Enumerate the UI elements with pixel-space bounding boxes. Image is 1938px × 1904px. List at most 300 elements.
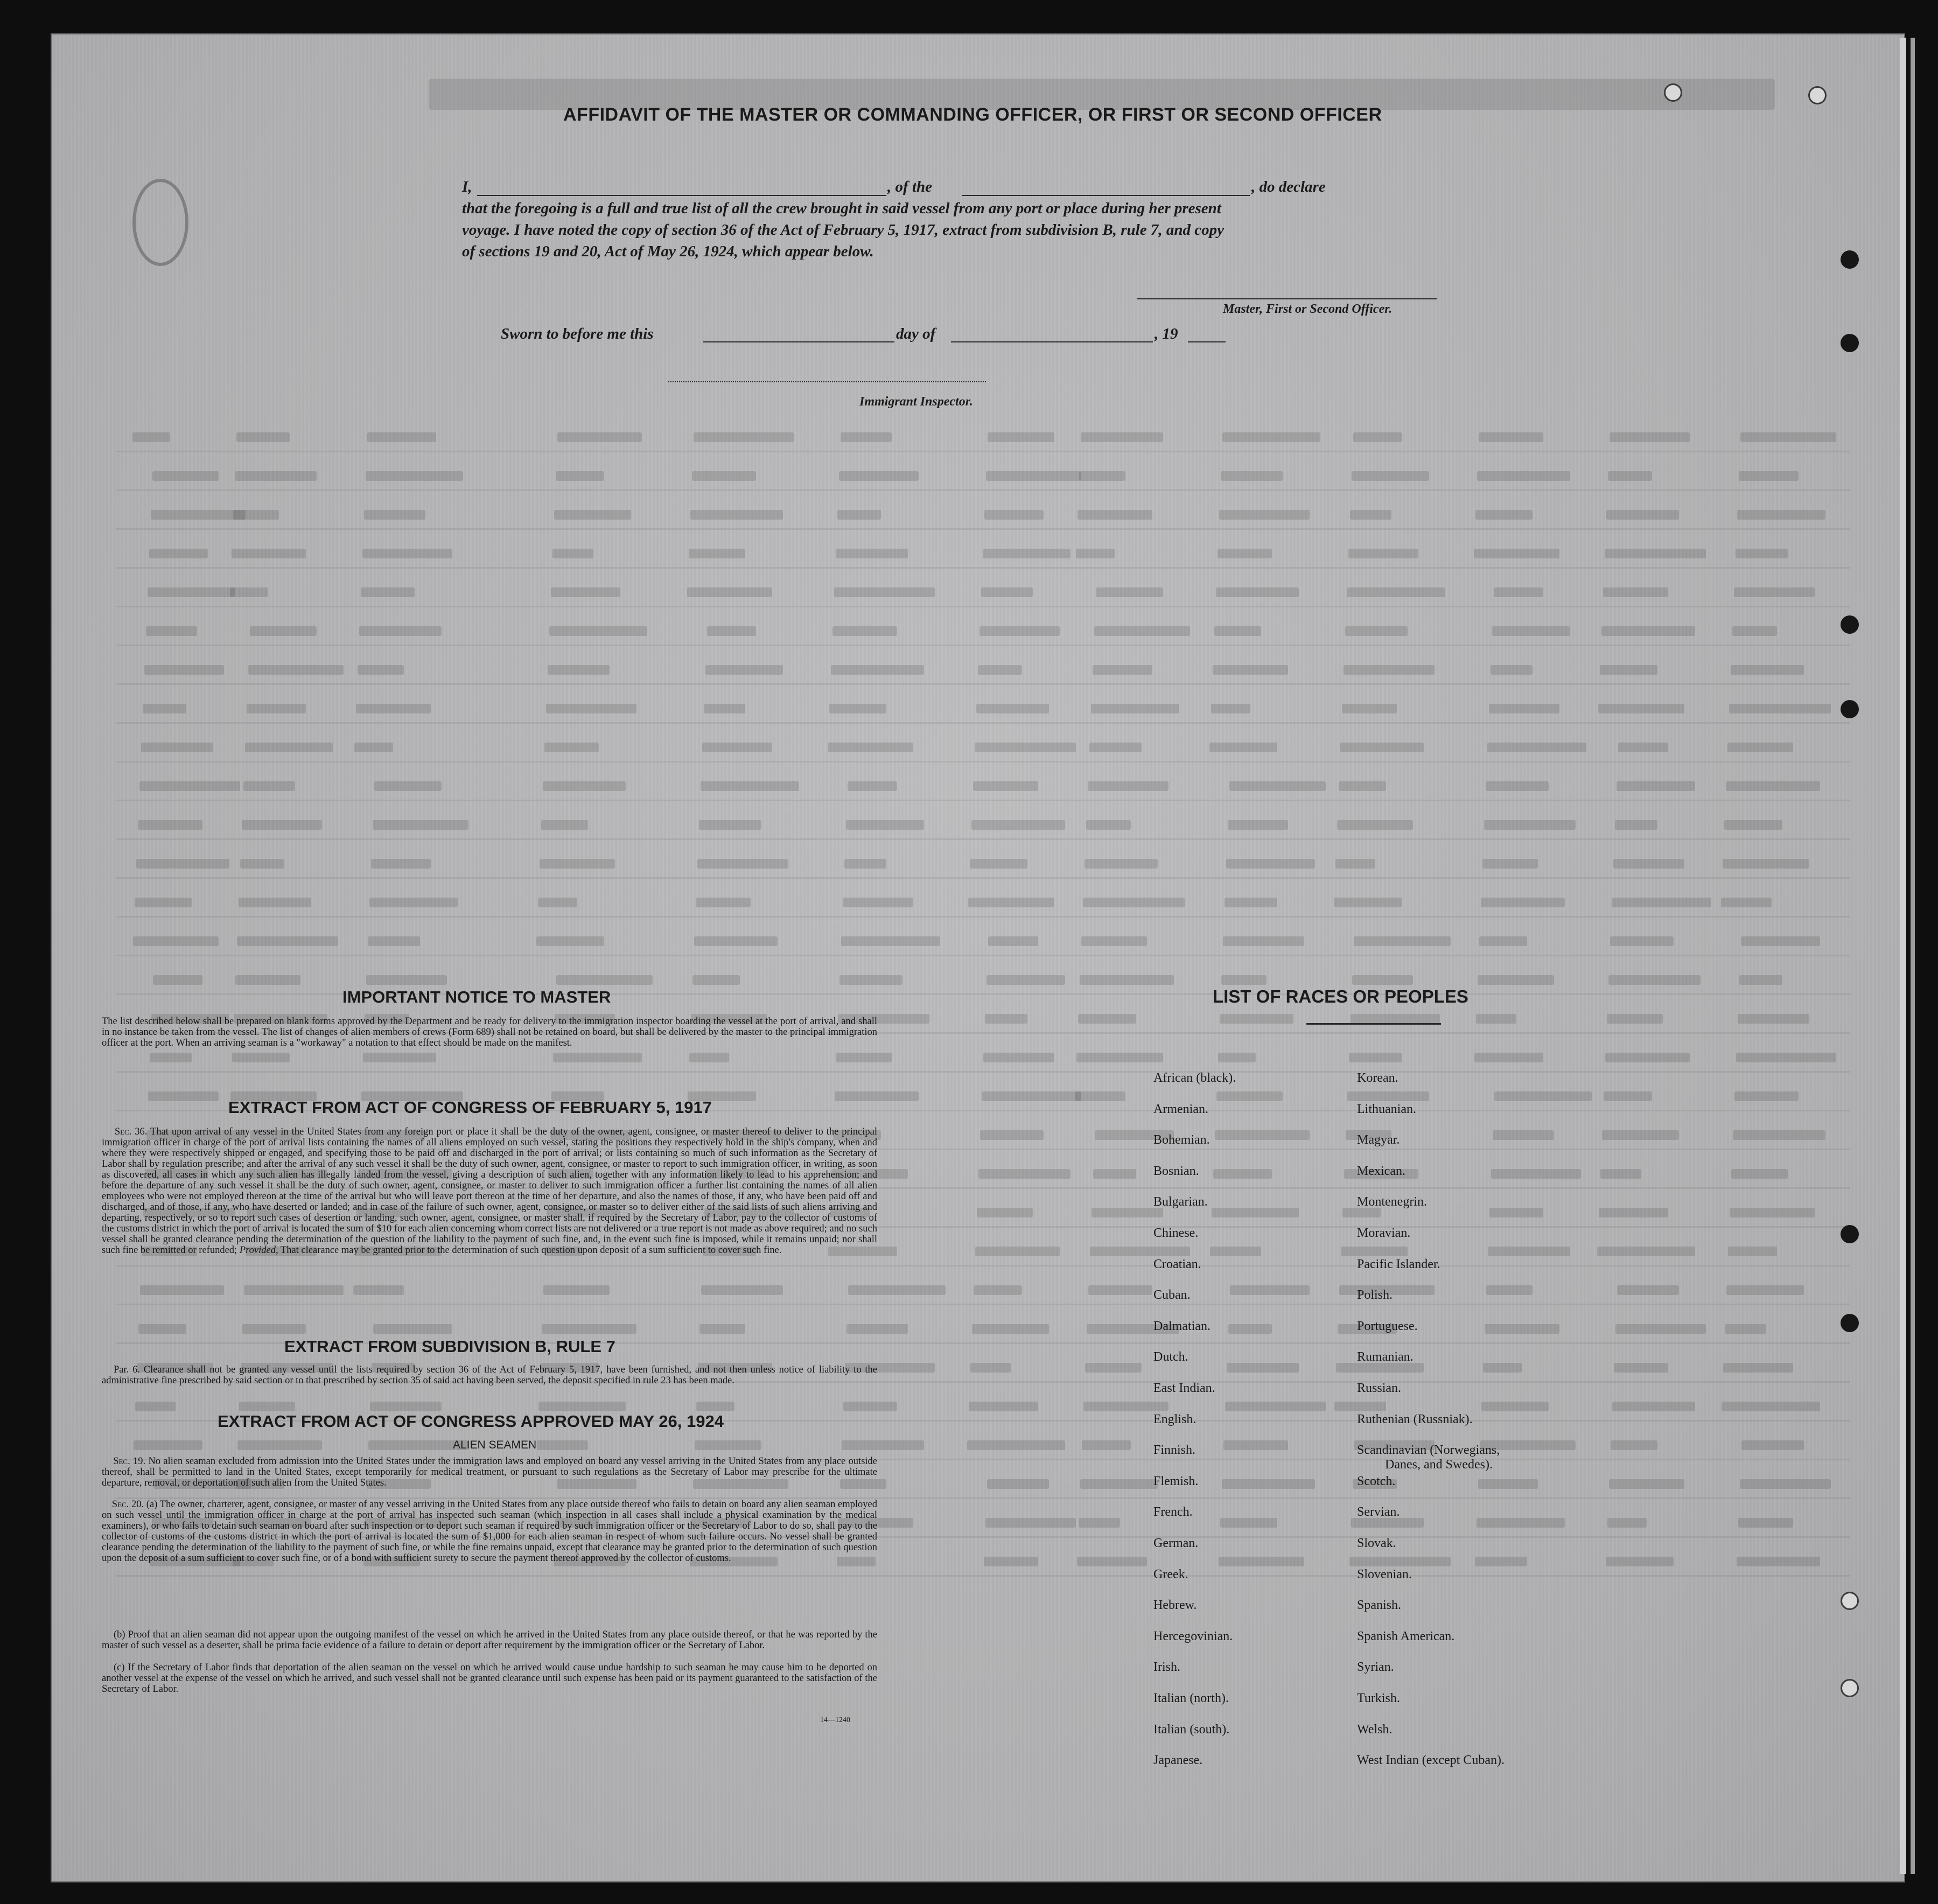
bleed-through-text: [1601, 626, 1695, 636]
bleed-through-text: [152, 471, 219, 481]
race-item: Korean.: [1357, 1071, 1398, 1085]
bleed-through-text: [1734, 1091, 1799, 1101]
bleed-through-text: [148, 1091, 219, 1101]
race-item: French.: [1153, 1505, 1193, 1520]
bleed-through-text: [1741, 1440, 1804, 1450]
bleed-through-text: [362, 549, 452, 558]
bleed-through-text: [233, 510, 279, 520]
bleed-through-row-line: [116, 877, 1850, 879]
bleed-through-text: [1216, 587, 1299, 597]
bleed-through-text: [133, 936, 219, 946]
bleed-through-text: [976, 704, 1049, 713]
bleed-through-text: [366, 471, 463, 481]
bleed-through-text: [138, 1324, 186, 1334]
bleed-through-row-line: [116, 955, 1850, 956]
sec-20-lead: Sec. 20.: [111, 1499, 144, 1510]
race-item: Irish.: [1153, 1660, 1180, 1675]
bleed-through-text: [1612, 898, 1711, 907]
bleed-through-text: [1088, 1285, 1152, 1295]
race-item: Lithuanian.: [1357, 1102, 1416, 1116]
bleed-through-text: [356, 704, 431, 713]
sec-36-lead: Sec. 36.: [114, 1126, 148, 1137]
bleed-through-text: [1612, 1402, 1695, 1411]
bleed-through-text: [1216, 1091, 1283, 1101]
bleed-through-text: [1089, 743, 1142, 752]
bleed-through-text: [1214, 626, 1261, 636]
bleed-through-text: [1228, 1324, 1272, 1334]
bleed-through-text: [1487, 743, 1586, 752]
bleed-through-text: [846, 1324, 908, 1334]
bleed-through-text: [1229, 781, 1326, 791]
bleed-through-text: [1610, 432, 1690, 442]
race-item: Japanese.: [1153, 1753, 1203, 1768]
bleed-through-text: [1723, 859, 1809, 869]
punch-hole: [1841, 1314, 1859, 1332]
bleed-through-text: [978, 665, 1022, 675]
bleed-through-text: [829, 704, 886, 713]
race-item: Magyar.: [1357, 1133, 1400, 1147]
bleed-through-text: [1617, 1285, 1679, 1295]
bleed-through-row-line: [116, 683, 1850, 685]
bleed-through-text: [836, 549, 908, 558]
bleed-through-text: [139, 781, 240, 791]
punch-hole: [1841, 250, 1859, 269]
bleed-through-text: [1491, 665, 1533, 675]
bleed-through-text: [1485, 1324, 1559, 1334]
bleed-through-text: [556, 471, 604, 481]
bleed-through-text: [978, 1169, 1071, 1179]
bleed-through-text: [1739, 471, 1799, 481]
bleed-through-text: [1606, 1557, 1674, 1566]
bleed-through-text: [848, 1285, 946, 1295]
affidavit-i: I,: [462, 178, 472, 195]
bleed-through-text: [1086, 820, 1131, 830]
bleed-through-text: [1347, 587, 1445, 597]
bleed-through-text: [967, 1440, 1065, 1450]
bleed-through-text: [359, 626, 442, 636]
bleed-through-text: [243, 781, 295, 791]
race-item: Turkish.: [1357, 1691, 1400, 1705]
sec-36-body: That upon arrival of any vessel in the United States from any foreign port or place it shall be the duty of the owner, agent, consignee, or master thereof to deliver to the principal immigration officer in charge of the port of arrival lists containing the names of all aliens employed on such vessel, stating the positions they respectively hold in the ship's company, when and where they were respectively shipped or engaged, and specifying those to be paid off and discharged in the port of arrival; or lists containing so much of such information as the Secretary of Labor shall by regulation prescribe; and after the arrival of any such vessel it shall be the duty of such owner, agent, consignee, or master to report to such immigration officer, in writing, as soon as discovered, all cases in which any such alien has illegally landed from the vessel, giving a description of such alien, together with any information likely to lead to his apprehension; and before the departure of any such vessel it shall be the duty of such owner, agent, consignee, or master to deliver to such immigration officer a further list containing the names of all alien employees who were not employed thereon at the time of the arrival but who will leave port thereon at the time of her departure, and also the names of those, if any, who have been paid off and discharged, and of those, if any, who have deserted or landed; and in case of the failure of such owner, agent, consignee, or master so to deliver either of the said lists of such aliens arriving and departing, respectively, or so to report such cases of desertion or landing, such owner, agent, consignee, or master shall, if required by the Secretary of Labor, pay to the collector of customs of the customs district in which the port of arrival is located the sum of $10 for each alien concerning whom correct lists are not delivered or a true report is not made as above required; and no such vessel shall be granted clearance pending the determination of the question of the liability to the payment of such fine, and, in the event such fine is imposed, while it remains unpaid; nor shall such fine be remitted or refunded;: [102, 1126, 878, 1256]
sec-19-body: No alien seaman excluded from admission into the United States under the immigration laws and employed on board any vessel arriving in the United States from any place outside thereof, shall be permitted to land in the United States, except temporarily for medical treatment, or pursuant to such regulations as the Secretary of Labor may prescribe for the ultimate departure, removal, or deportation of such alien from the United States.: [102, 1456, 877, 1488]
bleed-through-text: [1352, 471, 1429, 481]
notice-title: IMPORTANT NOTICE TO MASTER: [342, 988, 611, 1006]
bleed-through-text: [149, 549, 208, 558]
bleed-through-text: [1354, 936, 1451, 946]
bleed-through-text: [1608, 975, 1701, 985]
bleed-through-text: [1603, 587, 1668, 597]
proviso-text: That clearance may be granted prior to the determination of such question upon deposit of a sum sufficient to cover such fine.: [280, 1245, 782, 1256]
alien-seamen-subtitle: ALIEN SEAMEN: [453, 1439, 537, 1451]
punch-hole: [1841, 615, 1859, 634]
race-item: Greek.: [1153, 1567, 1188, 1581]
bleed-through-text: [146, 626, 197, 636]
sworn-day-of: day of: [896, 325, 936, 342]
bleed-through-text: [1483, 1363, 1522, 1373]
bleed-through-text: [1736, 549, 1788, 558]
races-title-underline: [1306, 1023, 1441, 1025]
race-item: Bosnian.: [1153, 1164, 1199, 1178]
bleed-through-text: [697, 859, 788, 869]
bleed-through-text: [237, 936, 338, 946]
bleed-through-row-line: [116, 489, 1850, 491]
bleed-through-text: [1494, 587, 1543, 597]
bleed-through-text: [1088, 781, 1169, 791]
affidavit-declare: , do declare: [1251, 178, 1326, 195]
bleed-through-text: [696, 1402, 734, 1411]
bleed-through-text: [367, 432, 436, 442]
bleed-through-text: [1736, 1053, 1836, 1062]
bleed-through-text: [1219, 1557, 1304, 1566]
race-item: Bohemian.: [1153, 1133, 1210, 1147]
bleed-through-text: [987, 975, 1065, 985]
bleed-through-row-line: [116, 528, 1850, 530]
bleed-through-text: [1221, 471, 1283, 481]
bleed-through-text: [138, 820, 202, 830]
bleed-through-text: [240, 859, 284, 869]
bleed-through-text: [1096, 587, 1163, 597]
race-item: Spanish.: [1357, 1598, 1402, 1613]
bleed-through-text: [1609, 1479, 1684, 1489]
bleed-through-text: [1079, 1518, 1120, 1528]
bleed-through-text: [986, 471, 1081, 481]
bleed-through-text: [236, 432, 290, 442]
bleed-through-text: [970, 1363, 1011, 1373]
race-item: Servian.: [1357, 1505, 1400, 1520]
bleed-through-text: [1351, 1014, 1440, 1024]
master-signature-label: Master, First or Second Officer.: [1223, 302, 1393, 316]
bleed-through-text: [358, 665, 404, 675]
bleed-through-text: [239, 1402, 295, 1411]
bleed-through-text: [552, 549, 593, 558]
race-item: Bulgarian.: [1153, 1195, 1208, 1209]
race-scandinavian-continued: Danes, and Swedes).: [1385, 1458, 1493, 1472]
punch-hole: [1841, 700, 1859, 718]
bleed-through-text: [980, 626, 1060, 636]
bleed-through-text: [1607, 1518, 1647, 1528]
race-item: Russian.: [1357, 1381, 1402, 1395]
races-title: LIST OF RACES OR PEOPLES: [1213, 986, 1468, 1006]
extract-1917-title: EXTRACT FROM ACT OF CONGRESS OF FEBRUARY 5, 1917: [228, 1098, 712, 1117]
bleed-through-text: [1617, 781, 1695, 791]
sworn-month-blank: [951, 341, 1153, 342]
bleed-through-text: [1222, 1479, 1315, 1489]
bleed-through-text: [1493, 1130, 1554, 1140]
bleed-through-text: [536, 936, 604, 946]
bleed-through-text: [1222, 432, 1320, 442]
bleed-through-text: [1077, 1557, 1147, 1566]
bleed-through-text: [1488, 1247, 1570, 1256]
bleed-through-text: [1223, 936, 1304, 946]
bleed-through-text: [704, 704, 745, 713]
bleed-through-text: [230, 587, 268, 597]
bleed-through-text: [980, 1130, 1044, 1140]
race-item: Scotch.: [1357, 1474, 1396, 1488]
bleed-through-text: [1476, 1014, 1516, 1024]
bleed-through-text: [972, 1324, 1049, 1334]
bleed-through-text: [1738, 1014, 1809, 1024]
race-item: German.: [1153, 1536, 1199, 1550]
bleed-through-text: [1219, 510, 1310, 520]
sworn-year: , 19: [1155, 325, 1178, 342]
bleed-through-text: [544, 743, 599, 752]
bleed-through-text: [1600, 1169, 1641, 1179]
bleed-through-text: [1600, 665, 1657, 675]
race-item: Croatian.: [1153, 1257, 1201, 1271]
bleed-through-text: [692, 471, 756, 481]
bleed-through-text: [144, 665, 224, 675]
bleed-through-text: [1599, 1208, 1668, 1217]
bleed-through-text: [1349, 1557, 1451, 1566]
bleed-through-row-line: [116, 761, 1850, 762]
bleed-through-text: [1075, 1091, 1125, 1101]
bleed-through-text: [1226, 859, 1315, 869]
bleed-through-row-line: [116, 1304, 1850, 1305]
bleed-through-text: [1738, 1518, 1793, 1528]
punch-hole-open: [1841, 1592, 1859, 1610]
bleed-through-text: [1093, 1169, 1136, 1179]
bleed-through-text: [244, 1285, 344, 1295]
race-item: Finnish.: [1153, 1443, 1196, 1458]
bleed-through-text: [702, 743, 772, 752]
rule-7-text: Par. 6. Clearance shall not be granted any vessel until the lists required by section 36 of the Act of February 5, 1917, have been furnished, and not then unless notice of liability to the administrative fine prescribed by said section or to that prescribed by section 35 of said act having been served, the deposit specified in rule 23 has been made.: [102, 1364, 877, 1386]
bleed-through-text: [1479, 432, 1543, 442]
bleed-through-text: [542, 1324, 636, 1334]
bleed-through-text: [988, 936, 1038, 946]
bleed-through-text: [242, 820, 322, 830]
inspector-signature-line: [668, 381, 986, 382]
race-item: Italian (north).: [1153, 1691, 1229, 1705]
bleed-through-text: [368, 936, 420, 946]
extract-1917-text: [102, 1126, 877, 1256]
bleed-through-text: [134, 1440, 202, 1450]
bleed-through-text: [690, 510, 783, 520]
bleed-through-text: [1080, 975, 1174, 985]
bleed-through-text: [848, 781, 897, 791]
bleed-through-text: [135, 898, 192, 907]
bleed-through-text: [1737, 510, 1825, 520]
bleed-through-text: [1230, 1285, 1310, 1295]
bleed-through-row-line: [116, 722, 1850, 724]
race-item: Cuban.: [1153, 1288, 1191, 1303]
bleed-through-text: [1607, 1014, 1663, 1024]
bleed-through-text: [1342, 704, 1397, 713]
bleed-through-text: [543, 1285, 610, 1295]
bleed-through-text: [1478, 1479, 1538, 1489]
bleed-through-text: [842, 1440, 924, 1450]
master-signature-line: [1137, 298, 1437, 299]
bleed-through-text: [541, 820, 588, 830]
bleed-through-text: [1337, 820, 1413, 830]
bleed-through-text: [1477, 471, 1570, 481]
bleed-through-text: [1489, 704, 1559, 713]
punch-hole-open: [1664, 83, 1682, 102]
bleed-through-text: [983, 1053, 1054, 1062]
race-item: Moravian.: [1357, 1226, 1411, 1240]
bleed-through-text: [1734, 587, 1815, 597]
bleed-through-text: [1605, 1053, 1690, 1062]
bleed-through-text: [247, 704, 306, 713]
race-item: Hercegovinian.: [1153, 1629, 1233, 1643]
bleed-through-text: [1340, 743, 1424, 752]
bleed-through-text: [553, 1053, 642, 1062]
bleed-through-text: [140, 1285, 224, 1295]
bleed-through-text: [1220, 1014, 1293, 1024]
sworn-prefix: Sworn to before me this: [501, 325, 654, 342]
race-item: Mexican.: [1357, 1164, 1405, 1178]
bleed-through-text: [837, 510, 881, 520]
bleed-through-text: [1081, 432, 1163, 442]
bleed-through-text: [1491, 1169, 1581, 1179]
name-blank: [477, 195, 886, 196]
sec-19-text: [102, 1456, 877, 1488]
race-item: Ruthenian (Russniak).: [1357, 1412, 1473, 1426]
bleed-through-text: [828, 743, 913, 752]
bleed-through-text: [366, 975, 447, 985]
sec-19-lead: Sec. 19.: [113, 1456, 146, 1467]
bleed-through-text: [1615, 820, 1657, 830]
bleed-through-text: [1477, 1518, 1565, 1528]
bleed-through-text: [843, 1402, 897, 1411]
race-item: Slovenian.: [1357, 1567, 1412, 1581]
bleed-through-text: [1335, 859, 1375, 869]
bleed-through-text: [1221, 975, 1267, 985]
sec-20a-body: (a) The owner, charterer, agent, consignee, or master of any vessel arriving in the United States from any place outside thereof who fails to detain on board any alien seaman employed on such vessel until the immigration officer in charge at the port of arrival has inspected such seaman (which inspection in all cases shall include a physical examination by the medical examiners), or who fails to detain such seaman on board after such inspection or to deport such seaman if required by such immigration officer or the Secretary of Labor to do so, shall pay to the collector of customs of the customs district in which the port of arrival is located the sum of $1,000 for each alien seaman in respect of whom such failure occurs. No vessel shall be granted clearance pending the determination of the liability to the payment of such fine, or while the fine remains unpaid, except that clearance may be granted prior to the determination of such question upon the deposit of a sum sufficient to cover such fine, or of a bond with sufficient surety to secure the payment thereof approved by the collector of customs.: [102, 1499, 878, 1564]
bleed-through-text: [554, 510, 631, 520]
bleed-through-text: [1350, 510, 1391, 520]
bleed-through-text: [1731, 665, 1804, 675]
race-item: Armenian.: [1153, 1102, 1208, 1116]
bleed-through-text: [981, 587, 1033, 597]
bleed-through-text: [844, 859, 886, 869]
bleed-through-text: [974, 1285, 1022, 1295]
bleed-through-text: [1090, 1247, 1190, 1256]
bleed-through-text: [1082, 1440, 1131, 1450]
race-item: Polish.: [1357, 1288, 1393, 1303]
bleed-through-text: [150, 1053, 192, 1062]
bleed-through-text: [1352, 975, 1413, 985]
bleed-through-text: [831, 665, 924, 675]
bleed-through-text: [361, 587, 415, 597]
bleed-through-text: [1492, 626, 1570, 636]
bleed-through-text: [546, 704, 636, 713]
bleed-through-row-line: [116, 567, 1850, 569]
bleed-through-text: [1081, 936, 1147, 946]
bleed-through-text: [232, 549, 306, 558]
bleed-through-text: [1741, 936, 1820, 946]
bleed-through-row-line: [116, 838, 1850, 840]
sec-20b-text: (b) Proof that an alien seaman did not appear upon the outgoing manifest of the vessel on which he arrived in the United States from any place outside thereof, or that he was reported by the master of such vessel as a deserter, shall be prima facie evidence of a failure to detain or deport after requirement by the immigration officer or the Secretary of Labor.: [102, 1629, 877, 1651]
sworn-day-blank: [703, 341, 894, 342]
bleed-through-text: [353, 1285, 404, 1295]
bleed-through-text: [982, 1091, 1081, 1101]
bleed-through-text: [1723, 1363, 1793, 1373]
punch-hole-open: [1808, 86, 1827, 104]
race-item: Montenegrin.: [1357, 1195, 1427, 1209]
bleed-through-text: [969, 1402, 1038, 1411]
bleed-through-text: [1223, 1440, 1288, 1450]
bleed-through-text: [987, 1479, 1049, 1489]
bleed-through-text: [1608, 471, 1652, 481]
bleed-through-text: [707, 626, 756, 636]
bleed-through-text: [687, 587, 772, 597]
bleed-through-text: [235, 975, 300, 985]
bleed-through-text: [1484, 820, 1576, 830]
bleed-through-text: [689, 1053, 729, 1062]
bleed-through-text: [839, 975, 902, 985]
affidavit-line-2: that the foregoing is a full and true list of all the crew brought in said vessel from any port or place during her present: [462, 200, 1221, 217]
bleed-through-text: [1475, 1557, 1527, 1566]
bleed-through-text: [832, 626, 897, 636]
bleed-through-text: [694, 432, 794, 442]
bleed-through-text: [1079, 471, 1125, 481]
inspector-label: Immigrant Inspector.: [859, 395, 973, 409]
race-item: African (black).: [1153, 1071, 1236, 1085]
bleed-through-text: [1083, 898, 1185, 907]
bleed-through-row-line: [116, 606, 1850, 607]
bleed-through-row-line: [116, 645, 1850, 646]
bleed-through-text: [1349, 1053, 1402, 1062]
bleed-through-text: [1076, 549, 1115, 558]
bleed-through-text: [1210, 1247, 1261, 1256]
bleed-through-text: [141, 743, 213, 752]
bleed-through-text: [557, 432, 642, 442]
bleed-through-text: [1334, 1402, 1386, 1411]
bleed-through-text: [556, 975, 653, 985]
race-item: Portuguese.: [1357, 1319, 1418, 1333]
bleed-through-text: [1728, 1247, 1777, 1256]
bleed-through-text: [696, 898, 751, 907]
bleed-through-text: [1611, 1440, 1657, 1450]
race-item: Syrian.: [1357, 1660, 1394, 1675]
bleed-through-text: [1598, 704, 1684, 713]
bleed-through-text: [971, 820, 1065, 830]
bleed-through-text: [235, 471, 317, 481]
bleed-through-text: [1725, 1324, 1766, 1334]
bleed-through-text: [968, 898, 1054, 907]
bleed-through-text: [984, 510, 1044, 520]
bleed-through-text: [984, 1557, 1038, 1566]
bleed-through-text: [1085, 859, 1158, 869]
punch-hole: [1841, 334, 1859, 352]
race-item: Hebrew.: [1153, 1598, 1197, 1613]
bleed-through-text: [985, 1014, 1027, 1024]
bleed-through-text: [1722, 1402, 1820, 1411]
bleed-through-text: [1489, 1208, 1543, 1217]
bleed-through-text: [1731, 1169, 1788, 1179]
bleed-through-text: [537, 1440, 588, 1450]
bleed-through-text: [1218, 1053, 1256, 1062]
bleed-through-text: [701, 781, 799, 791]
bleed-through-text: [1730, 1208, 1815, 1217]
bleed-through-row-line: [116, 800, 1850, 801]
bleed-through-text: [1610, 936, 1674, 946]
bleed-through-text: [1093, 665, 1152, 675]
bleed-through-text: [1479, 936, 1527, 946]
bleed-through-text: [1091, 704, 1179, 713]
bleed-through-text: [699, 1324, 745, 1334]
document-page: [52, 34, 1904, 1881]
bleed-through-text: [1076, 1053, 1163, 1062]
bleed-through-text: [1341, 1247, 1408, 1256]
bleed-through-text: [1094, 626, 1190, 636]
race-item: Dalmatian.: [1153, 1319, 1211, 1333]
race-item: Pacific Islander.: [1357, 1257, 1440, 1271]
bleed-through-text: [1597, 1247, 1695, 1256]
affidavit-of-the: , of the: [887, 178, 932, 195]
bleed-through-text: [699, 820, 761, 830]
bleed-through-row-line: [116, 451, 1850, 452]
